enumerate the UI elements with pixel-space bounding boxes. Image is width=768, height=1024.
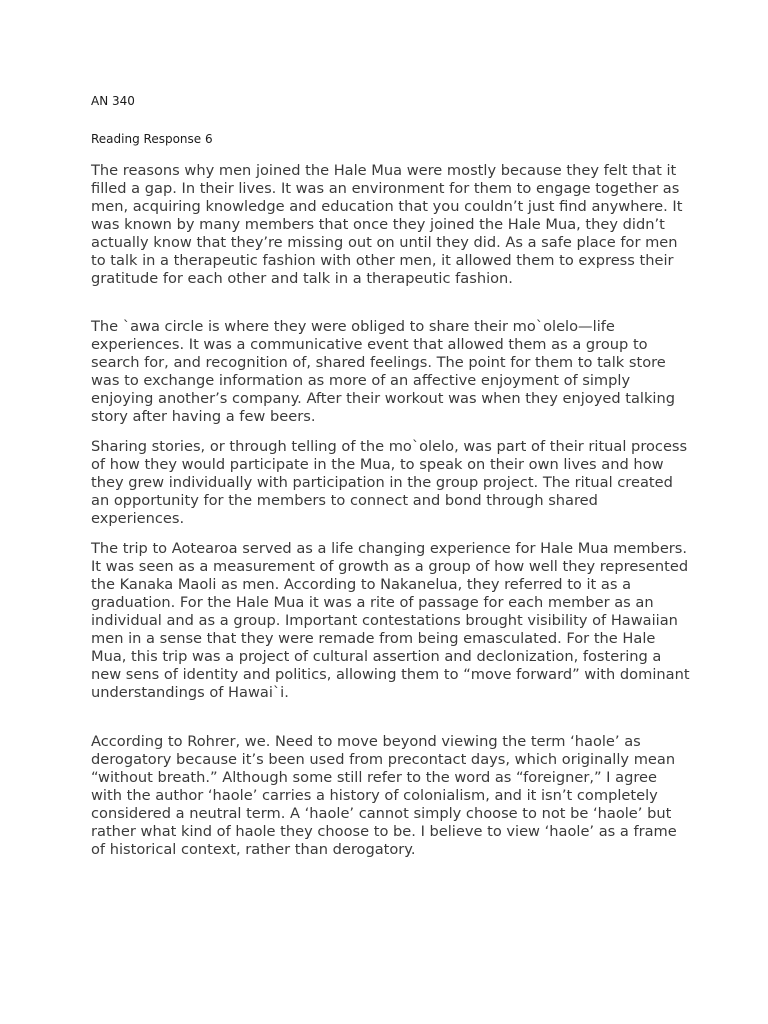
paragraph-sharing-stories: Sharing stories, or through telling of the mo`olelo, was part of their ritual process of how they would participate in the Mua, to speak on their own lives and how they grew individually with participation in the group project. The ritual created an opportunity for the members to connect and bond through shared experiences. xyxy=(91,438,688,527)
document-title: Reading Response 6 xyxy=(91,132,213,146)
course-code: AN 340 xyxy=(91,94,135,108)
paragraph-haole-term: According to Rohrer, we. Need to move beyond viewing the term ‘haole’ as derogatory because it’s been used from precontact days, which originally mean “without breath.” Although some still refer to the word as “foreigner,” I agree with the author ‘haole’ carries a history of colonialism, and it isn’t completely considered a neutral term. A ‘haole’ cannot simply choose to not be ‘haole’ but rather what kind of haole they choose to be. I believe to view ‘haole’ as a frame of historical context, rather than derogatory. xyxy=(91,733,677,858)
paragraph-hale-mua-reasons: The reasons why men joined the Hale Mua were mostly because they felt that it filled a gap. In their lives. It was an environment for them to engage together as men, acquiring knowledge and education that you couldn’t just find anywhere. It was known by many members that once they joined the Hale Mua, they didn’t actually know that they’re missing out on until they did. As a safe place for men to talk in a therapeutic fashion with other men, it allowed them to express their gratitude for each other and talk in a therapeutic fashion. xyxy=(91,162,683,287)
paragraph-awa-circle: The `awa circle is where they were obliged to share their mo`olelo—life experiences. It was a communicative event that allowed them as a group to search for, and recognition of, shared feelings. The point for them to talk store was to exchange information as more of an affective enjoyment of simply enjoying another’s company. After their workout was when they enjoyed talking story after having a few beers. xyxy=(91,318,675,425)
paragraph-aotearoa-trip: The trip to Aotearoa served as a life changing experience for Hale Mua members. It was seen as a measurement of growth as a group of how well they represented the Kanaka Maoli as men. According to Nakanelua, they referred to it as a graduation. For the Hale Mua it was a rite of passage for each member as an individual and as a group. Important contestations brought visibility of Hawaiian men in a sense that they were remade from being emasculated. For the Hale Mua, this trip was a project of cultural assertion and declonization, fostering a new sens of identity and politics, allowing them to “move forward” with dominant understandings of Hawai`i. xyxy=(91,540,690,701)
